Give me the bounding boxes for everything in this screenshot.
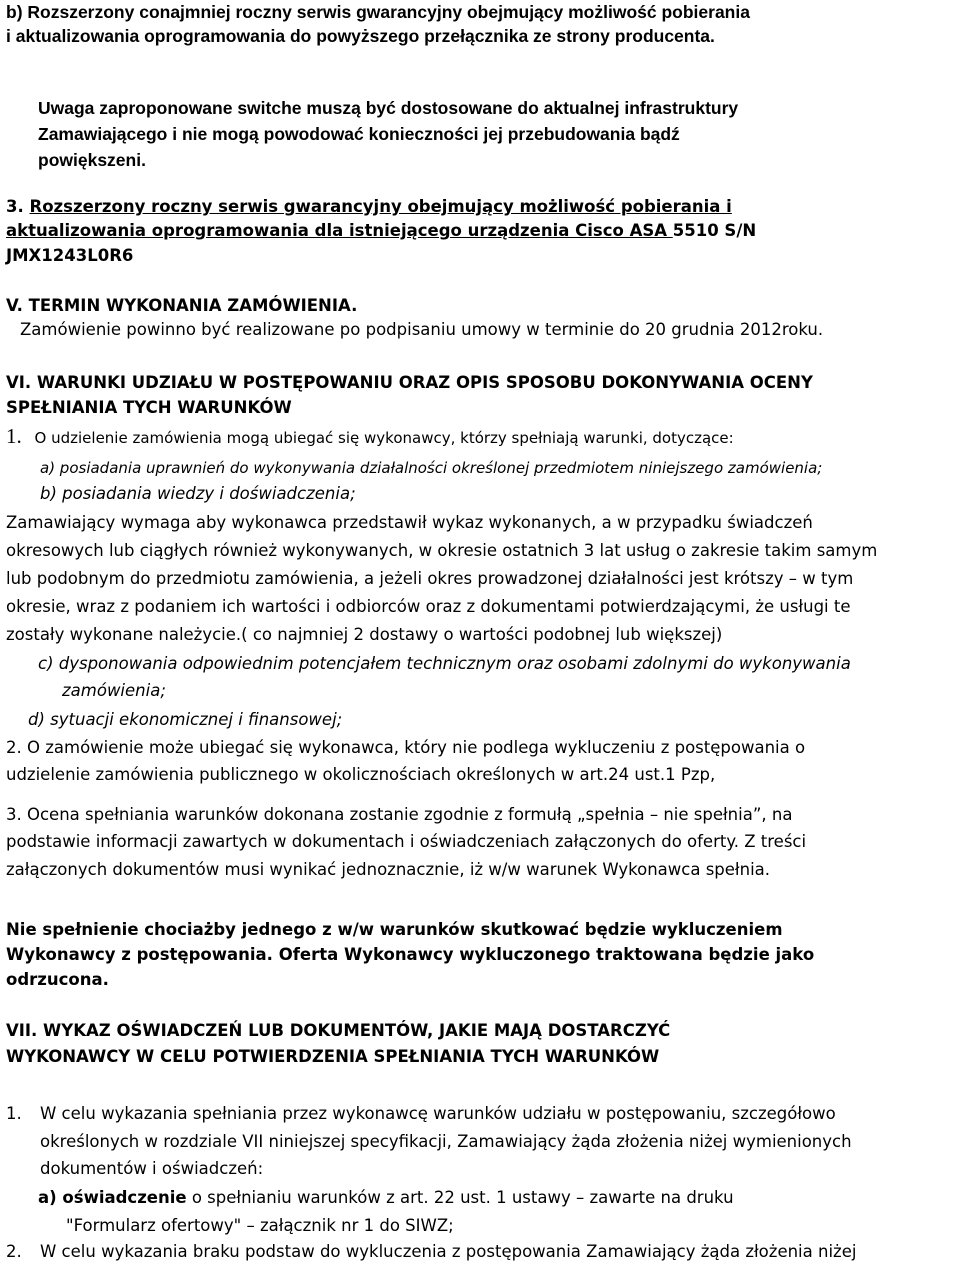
section-vi-heading-line-1: VI. WARUNKI UDZIAŁU W POSTĘPOWANIU ORAZ OPIS SPOSOBU DOKONYWANIA OCENY <box>6 373 813 392</box>
warning-line-2: Wykonawcy z postępowania. Oferta Wykonawcy wykluczonego traktowana będzie jako <box>6 945 815 964</box>
note-line-2: Zamawiającego i nie mogą powodować konieczności jej przebudowania bądź <box>38 124 680 144</box>
condition-c-line-1: c) dysponowania odpowiednim potencjałem technicznym oraz osobami zdolnymi do wykonywania <box>38 654 851 673</box>
section-vii-heading-line-1: VII. WYKAZ OŚWIADCZEŃ LUB DOKUMENTÓW, JAKIE MAJĄ DOSTARCZYĆ <box>6 1021 671 1040</box>
vii-point-1-line-3: dokumentów i oświadczeń: <box>40 1159 264 1178</box>
vi-point-2-line-2: udzielenie zamówienia publicznego w okolicznościach określonych w art.24 ust.1 Pzp, <box>6 765 716 784</box>
item-3-line-2 <box>6 221 756 241</box>
item-3-number: 3. <box>6 197 30 216</box>
section-v-heading: V. TERMIN WYKONANIA ZAMÓWIENIA. <box>6 296 358 315</box>
note-line-3: powiększeni. <box>38 150 146 170</box>
note-line-1: Uwaga zaproponowane switche muszą być dostosowane do aktualnej infrastruktury <box>38 98 739 118</box>
experience-paragraph-line-3: lub podobnym do przedmiotu zamówienia, a jeżeli okres prowadzonej działalności jest krótszy – w tym <box>6 569 854 588</box>
experience-paragraph-line-5: zostały wykonane należycie.( co najmniej 2 dostawy o wartości podobnej lub większej) <box>6 625 723 644</box>
vii-item-a-line-2: "Formularz ofertowy" – załącznik nr 1 do SIWZ; <box>66 1216 454 1235</box>
section-vii-heading-line-2: WYKONAWCY W CELU POTWIERDZENIA SPEŁNIANIA TYCH WARUNKÓW <box>6 1047 660 1066</box>
condition-d: d) sytuacji ekonomicznej i finansowej; <box>28 710 343 729</box>
condition-a: a) posiadania uprawnień do wykonywania działalności określonej przedmiotem niniejszego zamówienia; <box>40 459 823 477</box>
item-3-title-line-1: Rozszerzony roczny serwis gwarancyjny obejmujący możliwość pobierania i <box>29 197 732 216</box>
warning-line-3: odrzucona. <box>6 970 109 989</box>
section-vi-heading-line-2: SPEŁNIANIA TYCH WARUNKÓW <box>6 398 292 417</box>
section-b-line-1: b) Rozszerzony conajmniej roczny serwis gwarancyjny obejmujący możliwość pobierania <box>6 2 750 22</box>
vii-point-2-line-1: W celu wykazania braku podstaw do wykluczenia z postępowania Zamawiający żąda złożenia niżej <box>40 1242 857 1261</box>
vi-point-3-line-2: podstawie informacji zawartych w dokumentach i oświadczeniach załączonych do oferty. Z treści <box>6 832 807 851</box>
vi-point-3-line-1: 3. Ocena spełniania warunków dokonana zostanie zgodnie z formułą „spełnia – nie spełnia”, na <box>6 805 793 824</box>
condition-c-line-2: zamówienia; <box>62 681 166 700</box>
item-3-line-3: JMX1243L0R6 <box>6 246 134 265</box>
vii-item-a-label: a) oświadczenie <box>38 1188 187 1207</box>
vii-item-a-line-1 <box>38 1188 734 1208</box>
experience-paragraph-line-1: Zamawiający wymaga aby wykonawca przedstawił wykaz wykonanych, a w przypadku świadczeń <box>6 513 813 532</box>
vi-point-1-text: O udzielenie zamówienia mogą ubiegać się wykonawcy, którzy spełniają warunki, dotyczące: <box>34 429 734 447</box>
warning-line-1: Nie spełnienie chociażby jednego z w/w warunków skutkować będzie wykluczeniem <box>6 920 783 939</box>
vi-point-2-line-1: 2. O zamówienie może ubiegać się wykonawca, który nie podlega wykluczeniu z postępowania o <box>6 738 806 757</box>
condition-b: b) posiadania wiedzy i doświadczenia; <box>40 484 356 503</box>
vii-point-1-line-2: określonych w rozdziale VII niniejszej specyfikacji, Zamawiający żąda złożenia niżej wymienionych <box>40 1132 852 1151</box>
vii-point-1-number: 1. <box>6 1104 22 1123</box>
vii-point-2-number: 2. <box>6 1242 22 1261</box>
item-3-serial: 5510 S/N <box>672 221 757 240</box>
section-b-line-2: i aktualizowania oprogramowania do powyższego przełącznika ze strony producenta. <box>6 26 715 46</box>
vii-point-1-line-1: W celu wykazania spełniania przez wykonawcę warunków udziału w postępowaniu, szczegółowo <box>40 1104 836 1123</box>
section-v-text: Zamówienie powinno być realizowane po podpisaniu umowy w terminie do 20 grudnia 2012roku. <box>20 320 824 339</box>
vi-point-1-number: 1. <box>6 424 22 448</box>
item-3-line-1 <box>6 197 732 217</box>
experience-paragraph-line-4: okresie, wraz z podaniem ich wartości i odbiorców oraz z dokumentami potwierdzającymi, że usługi te <box>6 597 851 616</box>
vi-point-1 <box>6 426 734 448</box>
vii-item-a-text: o spełnianiu warunków z art. 22 ust. 1 ustawy – zawarte na druku <box>186 1188 734 1207</box>
experience-paragraph-line-2: okresowych lub ciągłych również wykonywanych, w okresie ostatnich 3 lat usług o zakresie takim samym <box>6 541 878 560</box>
vi-point-3-line-3: załączonych dokumentów musi wynikać jednoznacznie, iż w/w warunek Wykonawca spełnia. <box>6 860 771 879</box>
item-3-title-line-2: aktualizowania oprogramowania dla istniejącego urządzenia Cisco ASA <box>6 221 673 240</box>
